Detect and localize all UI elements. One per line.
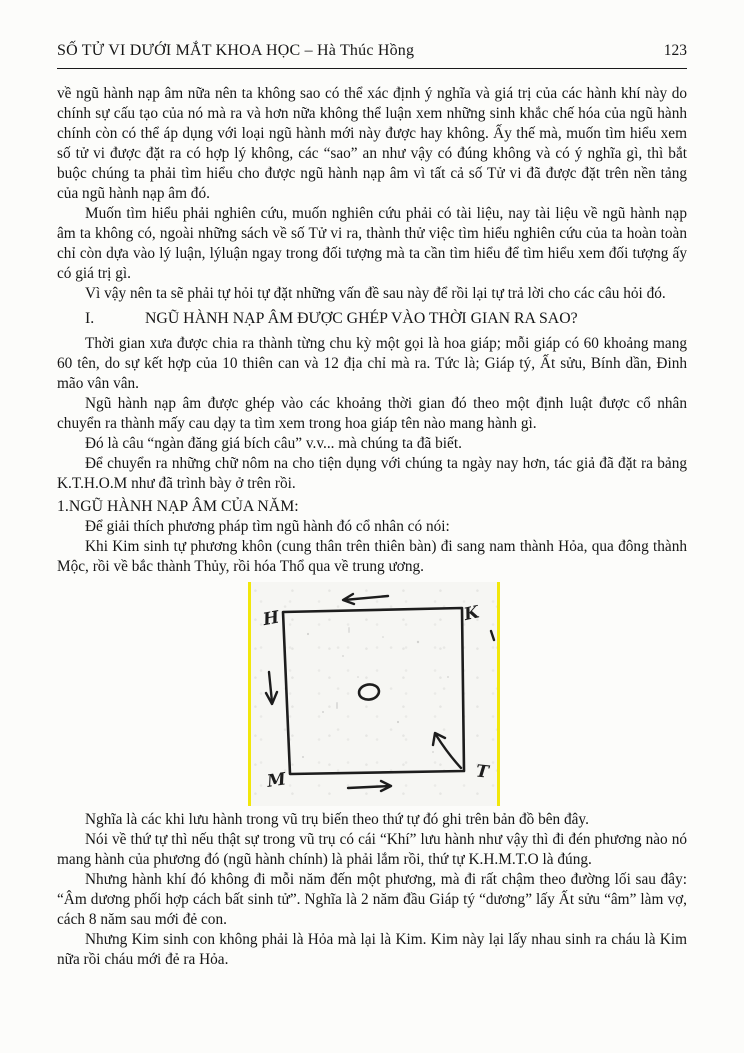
paragraph: về ngũ hành nạp âm nữa nên ta không sao có thể xác định ý nghĩa và giá trị của các hành khí này do chính sự cấu tạo của nó mà ra và hơn nữa không thể luận xem những sinh khắc chế hóa của ngũ hành chính còn có thể áp dụng với loại ngũ hành mới này được hay không. Ấy thế mà, muốn tìm hiểu xem số tử vi được đặt ra có hợp lý không, các “sao” an như vậy có đúng không và có ý nghĩa gì, thì bắt buộc chúng ta phải tìm hiểu cho được ngũ hành nạp âm vì tất cả số Tử vi đã được đặt trên nền tảng của ngũ hành nạp âm đó.: [57, 85, 687, 202]
hand-drawn-diagram: [248, 582, 500, 806]
arrow-right-icon: [348, 781, 391, 791]
arrow-down-icon: [266, 672, 277, 704]
paragraph: Đó là câu “ngàn đăng giá bích câu” v.v... mà chúng ta đã biết.: [85, 435, 462, 452]
paragraph: Khi Kim sinh tự phương khôn (cung thân trên thiên bàn) đi sang nam thành Hỏa, qua đông thành Mộc, rồi về bắc thành Thủy, rồi hóa Thổ qua về trung ương.: [57, 538, 687, 575]
paragraph: Nhưng hành khí đó không đi mỗi năm đến một phương, mà đi rất chậm theo đường lối sau đây: “Âm dương phối hợp cách bất sinh tử”. Nghĩa là 2 năm đầu Giáp tý “dương” lấy Ất sửu “âm” làm vợ, cách 8 năm sau mới đẻ con.: [57, 871, 687, 928]
subsection-heading: 1.NGŨ HÀNH NẠP ÂM CỦA NĂM:: [57, 498, 299, 515]
page-header: [57, 42, 687, 69]
square-outline: [283, 608, 464, 774]
arrow-left-icon: [343, 594, 388, 604]
body-text: [57, 84, 687, 970]
paragraph: Để chuyển ra những chữ nôm na cho tiện dụng với chúng ta ngày nay hơn, tác giả đã đặt ra bảng K.T.H.O.M như đã trình bày ở trên rồi.: [57, 455, 687, 492]
corner-label-top-right: K: [462, 602, 481, 626]
paragraph: Ngũ hành nạp âm được ghép vào các khoảng thời gian đó theo một định luật được cổ nhân chuyển ra thành mấy cau dạy ta tìm xem trong hoa giáp tên nào mang hành gì.: [57, 395, 687, 432]
center-oval: [358, 683, 380, 701]
page-number: 123: [663, 42, 687, 59]
paragraph: Vì vậy nên ta sẽ phải tự hỏi tự đặt những vấn đề sau này để rồi lại tự trả lời cho các câu hỏi đó.: [85, 285, 666, 302]
paragraph: Muốn tìm hiểu phải nghiên cứu, muốn nghiên cứu phải có tài liệu, nay tài liệu về ngũ hành nạp âm ta không có, ngoài những sách về số Tử vi ra, thành thử việc tìm hiểu nghiên cứu của ta hoàn toàn chỉ còn dựa vào lý luận, lýluận ngay trong đối tượng mà ta cần tìm hiểu để tìm hiểu xem đối tượng ấy có giá trị gì.: [57, 205, 687, 282]
section-heading-text: NGŨ HÀNH NẠP ÂM ĐƯỢC GHÉP VÀO THỜI GIAN RA SAO?: [145, 310, 578, 327]
corner-label-bottom-right: T: [474, 761, 490, 783]
arrow-up-left-icon: [433, 733, 461, 768]
paragraph: Để giải thích phương pháp tìm ngũ hành đó cổ nhân có nói:: [85, 518, 450, 535]
paragraph: Nói về thứ tự thì nếu thật sự trong vũ trụ có cái “Khí” lưu hành như vậy thì đi đén phương nào nó mang hành của phương đó (ngũ hành chính) là phải lắm rồi, thứ tự K.H.M.T.O là đúng.: [57, 831, 687, 868]
paragraph: Nhưng Kim sinh con không phải là Hỏa mà lại là Kim. Kim này lại lấy nhau sinh ra cháu là Kim nữa rồi cháu mới đẻ ra Hỏa.: [57, 931, 687, 968]
corner-label-bottom-left: M: [265, 769, 288, 792]
pen-tick: [491, 631, 494, 640]
section-heading: [57, 308, 687, 330]
paragraph: Nghĩa là các khi lưu hành trong vũ trụ biến theo thứ tự đó ghi trên bản đồ bên đây.: [85, 811, 589, 828]
scan-noise: [302, 627, 449, 758]
running-title: SỐ TỬ VI DƯỚI MẮT KHOA HỌC – Hà Thúc Hồng: [57, 42, 415, 59]
paragraph: Thời gian xưa được chia ra thành từng chu kỳ một gọi là hoa giáp; mỗi giáp có 60 khoảng mang 60 tên, do sự kết hợp của 10 thiên can và 12 địa chỉ mà ra. Tức là; Giáp tý, Ất sửu, Bính dần, Đinh mão vân vân.: [57, 335, 687, 392]
diagram-svg: [248, 582, 500, 806]
section-numeral: I.: [85, 310, 95, 327]
corner-label-top-left: H: [261, 607, 281, 631]
